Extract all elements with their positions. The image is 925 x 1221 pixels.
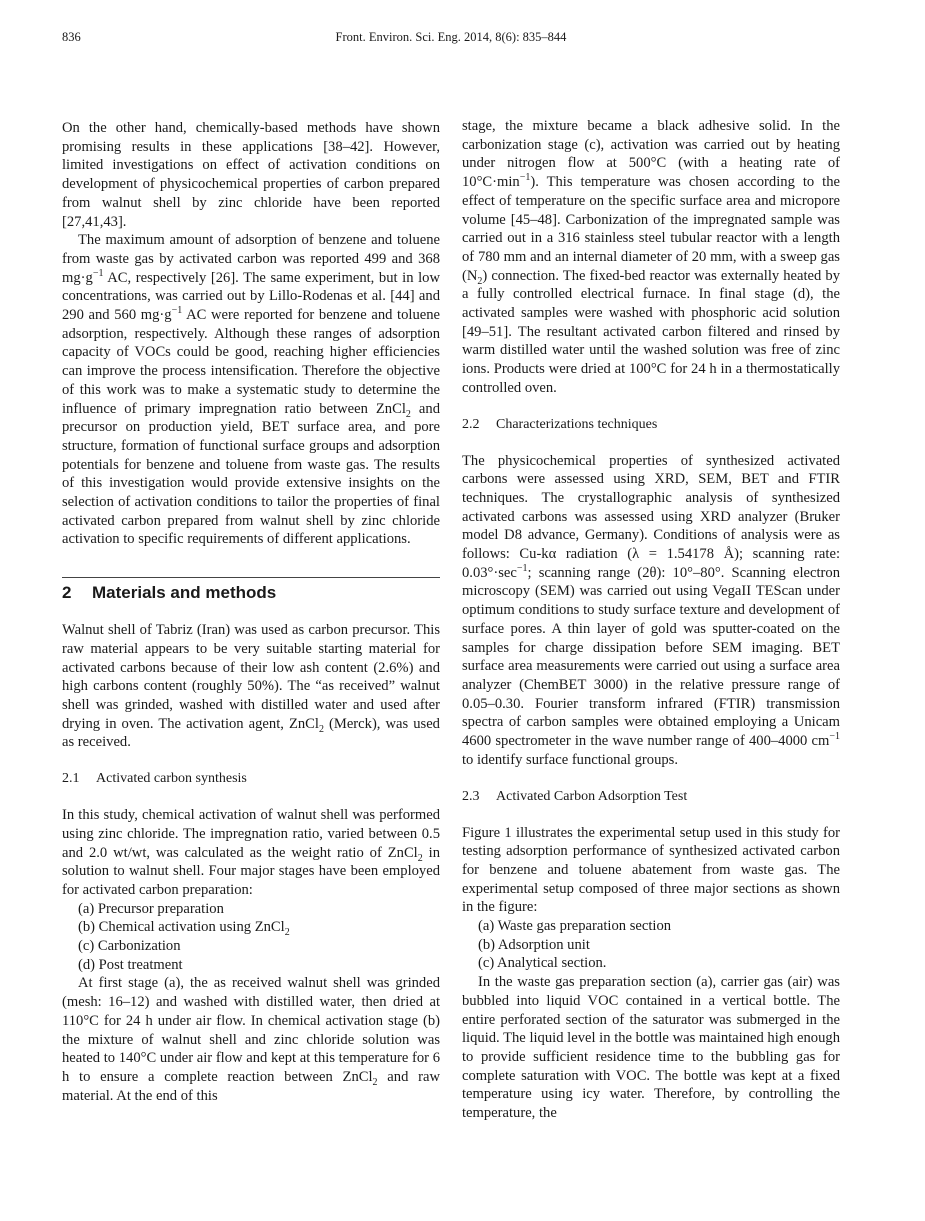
- superscript: −1: [516, 562, 528, 574]
- text: and raw material. At the end of this: [62, 1068, 440, 1104]
- paragraph: [62, 621, 440, 752]
- page-number: 836: [62, 30, 81, 44]
- list-item: (c) Carbonization: [78, 938, 181, 955]
- list-item: (a) Precursor preparation: [78, 900, 224, 917]
- subsection-number: 2.3: [462, 788, 480, 804]
- text: AC were reported for benzene and toluene adsorption, respectively. Although these ranges of adsorption capacity of VOCs could be good, reaching higher efficiencies can improve the process intensification. Therefore the objective of this work was to make a systematic study to determine the influence of primary impregnation ratio between ZnCl: [62, 307, 441, 417]
- subscript: 2: [318, 723, 324, 735]
- subscript: 2: [372, 1076, 378, 1088]
- subscript: 2: [284, 927, 290, 939]
- subscript: 2: [477, 275, 483, 287]
- text: (Merck), was used as received.: [62, 715, 440, 751]
- subscript: 2: [405, 408, 411, 420]
- list-item: (b) Adsorption unit: [478, 936, 590, 953]
- section-heading: [62, 583, 440, 603]
- journal-citation: Front. Environ. Sci. Eng. 2014, 8(6): 835–844: [335, 30, 567, 44]
- superscript: −1: [92, 267, 104, 279]
- superscript: −1: [171, 305, 183, 317]
- paragraph: [462, 452, 840, 770]
- subsection-heading: [462, 788, 840, 806]
- section-number: 2: [62, 583, 72, 603]
- paragraph: [462, 117, 840, 398]
- paragraph: In the waste gas preparation section (a), carrier gas (air) was bubbled into liquid VOC contained in a vertical bottle. The entire perforated section of the saturator was submerged in the liquid. The liquid level in the bottle was maintained high enough to provide sufficient residence time to the bubbling gas for complete saturation with VOC. The bottle was kept at a fixed temperature using icy water. Therefore, by controlling the temperature, the: [462, 974, 840, 1122]
- subsection-heading: [62, 770, 440, 788]
- text: At first stage (a), the as received walnut shell was grinded (mesh: 16–12) and washed with distilled water, then dried at 110°C for 24 h under air flow. In chemical activation stage (b) the mixture of walnut shell and zinc chloride solution was heated to 140°C under air flow and kept at this temperature for 6 h to ensure a complete reaction between ZnCl: [62, 975, 440, 1085]
- text: The maximum amount of adsorption of benzene and toluene from waste gas by activated carbon was reported 499 and 368 mg·g: [62, 232, 440, 286]
- text: The physicochemical properties of synthesized activated carbons were assessed using XRD, SEM, BET and FTIR techniques. The crystallographic analysis of synthesized activated carbons was assessed using XRD analyzer (Bruker model D8 advance, Germany). Conditions of analysis were as follows: Cu-kα radiation (λ = 1.54178 Å); scanning rate: 0.03°·sec: [462, 452, 840, 581]
- text: to identify surface functional groups.: [462, 751, 679, 768]
- text: stage, the mixture became a black adhesive solid. In the carbonization stage (c), activation was carried out by heating under nitrogen flow at 500°C (with a heating rate of 10°C·min: [462, 118, 840, 191]
- superscript: −1: [829, 731, 840, 743]
- subsection-title: Activated carbon synthesis: [96, 771, 247, 787]
- section-divider: [62, 577, 440, 578]
- subsection-number: 2.2: [462, 416, 480, 432]
- superscript: −1: [519, 172, 531, 184]
- text: ). This temperature was chosen according to the effect of temperature on the specific surface area and micropore volume [45–48]. Carbonization of the impregnated sample was carried out in a 316 stainless steel tubular reactor with a length of 780 mm and an internal diameter of 20 mm, with a sweep gas (N: [462, 174, 840, 284]
- text: and precursor on production yield, BET surface area, and pore structure, formation of functional surface groups and adsorption potentials for benzene and toluene from waste gas. The results of this investigation would provide extensive insights on the selection of activation conditions to tailor the properties of final activated carbon prepared from walnut shell by zinc chloride activation to specific requirements of different applications.: [62, 400, 440, 548]
- subsection-number: 2.1: [62, 771, 80, 787]
- list-item: [62, 918, 440, 937]
- paragraph: [62, 119, 440, 231]
- text: ) connection. The fixed-bed reactor was externally heated by a fully controlled electrical furnace. In final stage (d), the activated samples were washed with phosphoric acid solution [49–51]. The resultant activated carbon filtered and rinsed by warm distilled water until the washed solution was free of zinc ions. Products were dried at 100°C for 24 h in a thermostatically controlled oven.: [462, 267, 840, 396]
- list-item: (c) Analytical section.: [478, 955, 607, 972]
- paragraph: [62, 806, 440, 900]
- subsection-title: Characterizations techniques: [496, 416, 658, 432]
- section-title: Materials and methods: [92, 583, 277, 603]
- text: Walnut shell of Tabriz (Iran) was used as carbon precursor. This raw material appears to be very suitable starting material for activated carbons because of their low ash content (2.6%) and high carbons content (roughly 50%). The “as received” walnut shell was grinded, washed with distilled water and used after drying in oven. The activation agent, ZnCl: [62, 622, 440, 732]
- text: AC, respectively [26]. The same experiment, but in low concentrations, was carried out by Lillo-Rodenas et al. [44] and 290 and 560 mg·g: [62, 269, 440, 324]
- paragraph: [62, 231, 440, 549]
- text: in solution to walnut shell. Four major stages have been employed for activated carbon preparation:: [62, 844, 440, 898]
- text: (b) Chemical activation using ZnCl: [78, 919, 285, 936]
- subsection-heading: [462, 416, 840, 434]
- list-item: (a) Waste gas preparation section: [478, 918, 672, 935]
- paragraph: [62, 974, 440, 1105]
- text: On the other hand, chemically-based methods have shown promising results in these applications [38–42]. However, limited investigations on effect of activation conditions on development of physicochemical properties of carbon prepared from walnut shell by zinc chloride have been reported [27,41,43].: [62, 120, 440, 230]
- text: ; scanning range (2θ): 10°–80°. Scanning electron microscopy (SEM) was carried out using VegaII TEScan under optimum conditions to study surface texture and development of surface pores. A thin layer of gold was sputter-coated on the samples for charge dissipation before SEM imaging. BET surface area measurements were carried out using a surface area analyzer (ChemBET 3000) in the relative pressure range of 0.05–0.30. Fourier transform infrared (FTIR) transmission spectra of carbon samples were obtained employing a Unicam 4600 spectrometer in the wave number range of 400–4000 cm: [462, 564, 840, 750]
- text: In this study, chemical activation of walnut shell was performed using zinc chloride. The impregnation ratio, varied between 0.5 and 2.0 wt/wt, was calculated as the weight ratio of ZnCl: [62, 807, 440, 861]
- subscript: 2: [417, 852, 423, 864]
- paragraph: Figure 1 illustrates the experimental setup used in this study for testing adsorption performance of synthesized activated carbon for benzene and toluene abatement from waste gas. The experimental setup composed of three major sections as shown in the figure:: [462, 824, 840, 916]
- right-column: [462, 117, 840, 1123]
- subsection-title: Activated Carbon Adsorption Test: [496, 788, 688, 804]
- running-head: [62, 30, 840, 50]
- list-item: (d) Post treatment: [78, 956, 183, 973]
- left-column: [62, 119, 440, 1105]
